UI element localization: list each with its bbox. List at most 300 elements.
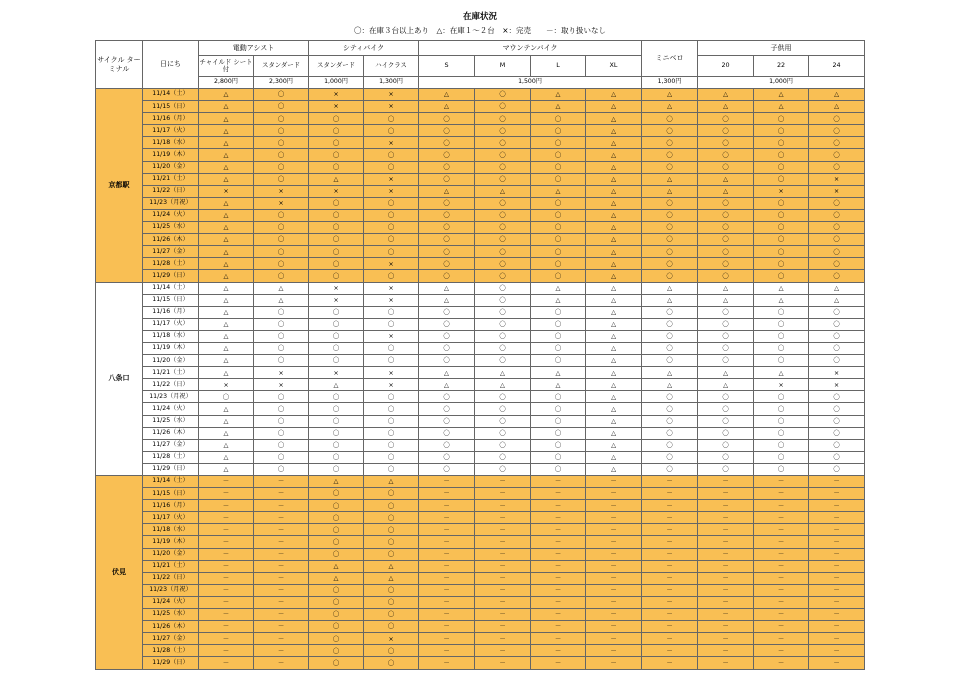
status-cell: 〇	[364, 451, 419, 463]
status-cell: 〇	[809, 149, 865, 161]
status-cell: －	[254, 609, 309, 621]
sub-header: L	[531, 56, 586, 77]
status-cell: －	[698, 584, 754, 596]
status-cell: －	[586, 500, 642, 512]
status-cell: 〇	[809, 451, 865, 463]
status-cell: 〇	[254, 330, 309, 342]
status-cell: △	[419, 101, 475, 113]
status-cell: 〇	[364, 548, 419, 560]
status-cell: △	[199, 342, 254, 354]
status-cell: －	[199, 512, 254, 524]
status-cell: 〇	[698, 391, 754, 403]
status-cell: 〇	[254, 391, 309, 403]
status-cell: 〇	[309, 584, 364, 596]
status-cell: 〇	[531, 342, 586, 354]
status-cell: －	[254, 560, 309, 572]
status-cell: 〇	[254, 258, 309, 270]
status-cell: 〇	[364, 246, 419, 258]
status-cell: ×	[754, 379, 809, 391]
status-cell: △	[199, 451, 254, 463]
table-row	[96, 282, 865, 294]
status-cell: △	[642, 379, 698, 391]
status-cell: －	[642, 488, 698, 500]
table-header	[96, 41, 865, 89]
status-cell: △	[586, 355, 642, 367]
status-cell: 〇	[754, 137, 809, 149]
status-cell: －	[531, 560, 586, 572]
status-cell: △	[754, 89, 809, 101]
status-cell: 〇	[419, 149, 475, 161]
status-cell: △	[586, 234, 642, 246]
status-cell: 〇	[809, 342, 865, 354]
status-cell: 〇	[754, 234, 809, 246]
status-cell: ×	[309, 101, 364, 113]
status-cell: －	[642, 657, 698, 669]
status-cell: －	[475, 488, 531, 500]
status-cell: 〇	[475, 306, 531, 318]
table-row	[96, 222, 865, 234]
status-cell: 〇	[364, 596, 419, 608]
table-row	[96, 621, 865, 633]
status-cell: －	[199, 536, 254, 548]
table-row	[96, 258, 865, 270]
status-cell: △	[698, 89, 754, 101]
status-cell: 〇	[419, 246, 475, 258]
status-cell: －	[531, 524, 586, 536]
status-cell: －	[698, 488, 754, 500]
status-cell: 〇	[698, 137, 754, 149]
status-cell: －	[809, 512, 865, 524]
table-row	[96, 439, 865, 451]
status-cell: 〇	[309, 657, 364, 669]
status-cell: －	[809, 657, 865, 669]
status-cell: △	[199, 89, 254, 101]
status-cell: －	[419, 560, 475, 572]
table-row	[96, 524, 865, 536]
status-cell: 〇	[754, 161, 809, 173]
status-cell: △	[199, 161, 254, 173]
status-cell: 〇	[364, 209, 419, 221]
status-cell: 〇	[698, 234, 754, 246]
status-cell: 〇	[254, 222, 309, 234]
status-cell: －	[809, 609, 865, 621]
status-cell: 〇	[364, 621, 419, 633]
table-row	[96, 367, 865, 379]
status-cell: 〇	[254, 306, 309, 318]
table-row	[96, 342, 865, 354]
status-cell: 〇	[364, 234, 419, 246]
status-cell: 〇	[419, 439, 475, 451]
status-cell: 〇	[809, 463, 865, 475]
status-cell: 〇	[364, 427, 419, 439]
status-cell: 〇	[754, 342, 809, 354]
status-cell: －	[586, 548, 642, 560]
table-row	[96, 330, 865, 342]
status-cell: ×	[364, 173, 419, 185]
status-cell: －	[531, 584, 586, 596]
date-cell: 11/25（水）	[143, 415, 199, 427]
status-cell: 〇	[809, 415, 865, 427]
status-cell: 〇	[642, 427, 698, 439]
status-cell: 〇	[809, 306, 865, 318]
table-row	[96, 137, 865, 149]
table-row	[96, 161, 865, 173]
status-cell: －	[754, 476, 809, 488]
table-row	[96, 403, 865, 415]
status-cell: －	[531, 657, 586, 669]
status-cell: 〇	[754, 270, 809, 282]
table-row	[96, 415, 865, 427]
status-cell: 〇	[754, 258, 809, 270]
status-cell: 〇	[698, 439, 754, 451]
status-cell: △	[531, 379, 586, 391]
status-cell: △	[199, 427, 254, 439]
status-cell: －	[475, 633, 531, 645]
status-cell: 〇	[254, 415, 309, 427]
status-cell: 〇	[642, 306, 698, 318]
status-cell: △	[586, 161, 642, 173]
station-name: 八条口	[96, 282, 143, 476]
status-cell: 〇	[475, 137, 531, 149]
status-cell: 〇	[254, 161, 309, 173]
date-cell: 11/18（水）	[143, 330, 199, 342]
status-cell: －	[809, 476, 865, 488]
status-cell: 〇	[419, 161, 475, 173]
table-row	[96, 355, 865, 367]
table-row	[96, 500, 865, 512]
status-cell: －	[642, 512, 698, 524]
status-cell: 〇	[254, 149, 309, 161]
status-cell: △	[586, 282, 642, 294]
status-cell: －	[698, 536, 754, 548]
status-cell: 〇	[698, 318, 754, 330]
status-cell: －	[642, 596, 698, 608]
status-cell: 〇	[698, 403, 754, 415]
status-cell: －	[642, 633, 698, 645]
status-cell: 〇	[254, 439, 309, 451]
status-cell: △	[475, 367, 531, 379]
status-cell: －	[698, 500, 754, 512]
status-cell: 〇	[419, 318, 475, 330]
status-cell: △	[586, 342, 642, 354]
date-cell: 11/23（月祝）	[143, 197, 199, 209]
status-cell: 〇	[642, 342, 698, 354]
status-cell: 〇	[254, 125, 309, 137]
status-cell: －	[586, 512, 642, 524]
status-cell: －	[419, 548, 475, 560]
status-cell: 〇	[364, 403, 419, 415]
status-cell: △	[586, 427, 642, 439]
status-cell: 〇	[698, 342, 754, 354]
status-cell: 〇	[642, 137, 698, 149]
group-header-e-assist: 電動アシスト	[199, 41, 309, 56]
status-cell: 〇	[475, 173, 531, 185]
price-cell: 1,000円	[309, 77, 364, 89]
sub-header: チャイルド シート付	[199, 56, 254, 77]
status-cell: △	[199, 330, 254, 342]
status-cell: ×	[199, 185, 254, 197]
status-cell: －	[586, 524, 642, 536]
date-cell: 11/20（金）	[143, 548, 199, 560]
status-cell: －	[809, 560, 865, 572]
status-cell: △	[809, 101, 865, 113]
status-cell: 〇	[419, 125, 475, 137]
status-cell: －	[809, 536, 865, 548]
status-cell: 〇	[642, 246, 698, 258]
status-cell: －	[698, 572, 754, 584]
date-header: 日にち	[143, 41, 199, 89]
status-cell: 〇	[754, 173, 809, 185]
status-cell: 〇	[754, 306, 809, 318]
status-cell: ×	[809, 367, 865, 379]
page-title: 在庫状況	[462, 12, 497, 22]
status-cell: －	[586, 584, 642, 596]
status-cell: 〇	[254, 463, 309, 475]
status-cell: －	[754, 584, 809, 596]
status-cell: 〇	[642, 161, 698, 173]
status-cell: 〇	[754, 403, 809, 415]
status-cell: －	[475, 512, 531, 524]
status-cell: ×	[364, 330, 419, 342]
status-cell: －	[698, 560, 754, 572]
status-cell: ×	[364, 89, 419, 101]
status-cell: 〇	[309, 355, 364, 367]
status-cell: －	[642, 500, 698, 512]
status-cell: △	[364, 476, 419, 488]
status-cell: 〇	[309, 621, 364, 633]
status-cell: 〇	[809, 197, 865, 209]
date-cell: 11/28（土）	[143, 451, 199, 463]
status-cell: △	[809, 89, 865, 101]
status-cell: －	[586, 645, 642, 657]
status-cell: －	[754, 633, 809, 645]
status-cell: 〇	[531, 439, 586, 451]
status-cell: △	[586, 403, 642, 415]
date-cell: 11/28（土）	[143, 645, 199, 657]
status-cell: △	[586, 294, 642, 306]
status-cell: －	[809, 621, 865, 633]
status-cell: 〇	[642, 270, 698, 282]
status-cell: －	[586, 488, 642, 500]
status-cell: △	[199, 173, 254, 185]
date-cell: 11/19（木）	[143, 342, 199, 354]
status-cell: 〇	[642, 197, 698, 209]
status-cell: 〇	[475, 89, 531, 101]
status-cell: ×	[364, 367, 419, 379]
status-cell: △	[586, 451, 642, 463]
table-row	[96, 633, 865, 645]
status-cell: 〇	[531, 330, 586, 342]
date-cell: 11/22（日）	[143, 379, 199, 391]
status-cell: 〇	[309, 451, 364, 463]
status-cell: 〇	[809, 403, 865, 415]
date-cell: 11/17（火）	[143, 512, 199, 524]
status-cell: △	[254, 294, 309, 306]
table-row	[96, 560, 865, 572]
status-cell: －	[642, 621, 698, 633]
status-cell: －	[419, 621, 475, 633]
status-cell: 〇	[531, 161, 586, 173]
status-cell: －	[642, 524, 698, 536]
status-cell: △	[309, 476, 364, 488]
status-cell: △	[586, 330, 642, 342]
date-cell: 11/24（火）	[143, 596, 199, 608]
status-cell: 〇	[254, 89, 309, 101]
table-row	[96, 572, 865, 584]
status-cell: －	[475, 536, 531, 548]
status-cell: △	[642, 282, 698, 294]
status-cell: －	[419, 488, 475, 500]
status-cell: 〇	[809, 113, 865, 125]
date-cell: 11/17（火）	[143, 318, 199, 330]
status-cell: －	[254, 548, 309, 560]
status-cell: △	[199, 125, 254, 137]
status-cell: －	[199, 657, 254, 669]
status-cell: 〇	[364, 355, 419, 367]
status-cell: 〇	[475, 270, 531, 282]
status-cell: 〇	[475, 294, 531, 306]
date-cell: 11/18（水）	[143, 137, 199, 149]
status-cell: 〇	[809, 439, 865, 451]
status-cell: 〇	[531, 173, 586, 185]
status-cell: 〇	[364, 125, 419, 137]
table-row	[96, 318, 865, 330]
status-cell: －	[254, 596, 309, 608]
table-row	[96, 197, 865, 209]
status-cell: －	[809, 584, 865, 596]
status-cell: 〇	[475, 246, 531, 258]
sub-header: XL	[586, 56, 642, 77]
status-cell: －	[698, 609, 754, 621]
status-cell: －	[419, 584, 475, 596]
station-name: 京都駅	[96, 89, 143, 283]
group-header-kids: 子供用	[698, 41, 865, 56]
status-cell: ×	[809, 185, 865, 197]
status-cell: －	[531, 645, 586, 657]
date-cell: 11/21（土）	[143, 560, 199, 572]
status-cell: 〇	[809, 391, 865, 403]
status-cell: △	[199, 246, 254, 258]
status-cell: 〇	[254, 403, 309, 415]
status-cell: －	[809, 488, 865, 500]
status-cell: 〇	[309, 149, 364, 161]
group-header-mountain-bike: マウンテンバイク	[419, 41, 642, 56]
status-cell: 〇	[364, 536, 419, 548]
table-row	[96, 391, 865, 403]
date-cell: 11/21（土）	[143, 173, 199, 185]
status-cell: －	[199, 488, 254, 500]
status-cell: 〇	[642, 463, 698, 475]
status-cell: 〇	[698, 113, 754, 125]
status-cell: 〇	[754, 209, 809, 221]
status-cell: 〇	[642, 415, 698, 427]
status-cell: 〇	[698, 161, 754, 173]
status-cell: 〇	[254, 451, 309, 463]
status-cell: －	[586, 572, 642, 584]
status-cell: 〇	[531, 403, 586, 415]
status-cell: 〇	[419, 451, 475, 463]
status-cell: 〇	[309, 427, 364, 439]
status-cell: △	[531, 367, 586, 379]
status-cell: △	[754, 282, 809, 294]
status-cell: △	[586, 209, 642, 221]
status-cell: △	[309, 560, 364, 572]
status-cell: △	[642, 294, 698, 306]
status-cell: －	[809, 548, 865, 560]
date-cell: 11/16（月）	[143, 500, 199, 512]
status-cell: △	[586, 415, 642, 427]
status-cell: 〇	[642, 439, 698, 451]
status-cell: △	[586, 258, 642, 270]
status-cell: 〇	[475, 463, 531, 475]
status-cell: －	[698, 476, 754, 488]
status-cell: △	[199, 234, 254, 246]
status-cell: 〇	[419, 137, 475, 149]
status-cell: ×	[254, 367, 309, 379]
status-cell: 〇	[642, 391, 698, 403]
date-cell: 11/19（木）	[143, 536, 199, 548]
status-cell: 〇	[199, 391, 254, 403]
status-cell: △	[586, 137, 642, 149]
status-cell: △	[199, 294, 254, 306]
status-cell: ×	[364, 633, 419, 645]
status-cell: －	[419, 609, 475, 621]
status-cell: －	[642, 476, 698, 488]
status-cell: 〇	[419, 391, 475, 403]
status-cell: △	[199, 306, 254, 318]
status-cell: －	[475, 596, 531, 608]
status-cell: △	[199, 463, 254, 475]
status-cell: －	[754, 645, 809, 657]
status-cell: △	[586, 270, 642, 282]
table-row	[96, 657, 865, 669]
sub-header: S	[419, 56, 475, 77]
status-cell: 〇	[531, 318, 586, 330]
date-cell: 11/14（土）	[143, 89, 199, 101]
date-cell: 11/17（火）	[143, 125, 199, 137]
status-cell: －	[199, 621, 254, 633]
status-cell: 〇	[309, 633, 364, 645]
status-cell: 〇	[754, 427, 809, 439]
status-cell: △	[531, 282, 586, 294]
status-cell: △	[309, 379, 364, 391]
status-cell: 〇	[531, 427, 586, 439]
status-cell: 〇	[419, 330, 475, 342]
status-cell: 〇	[698, 209, 754, 221]
status-cell: 〇	[419, 427, 475, 439]
date-cell: 11/23（月祝）	[143, 391, 199, 403]
status-cell: －	[586, 633, 642, 645]
status-cell: ×	[364, 294, 419, 306]
status-cell: △	[698, 294, 754, 306]
status-cell: △	[419, 294, 475, 306]
table-row	[96, 609, 865, 621]
status-cell: 〇	[364, 391, 419, 403]
status-cell: 〇	[698, 270, 754, 282]
status-cell: △	[698, 367, 754, 379]
status-cell: 〇	[531, 391, 586, 403]
price-cell: 1,300円	[364, 77, 419, 89]
status-cell: 〇	[809, 330, 865, 342]
table-row	[96, 209, 865, 221]
status-cell: －	[475, 572, 531, 584]
status-cell: 〇	[475, 415, 531, 427]
date-cell: 11/27（金）	[143, 633, 199, 645]
status-cell: 〇	[754, 222, 809, 234]
status-cell: 〇	[531, 451, 586, 463]
status-cell: △	[809, 294, 865, 306]
table-row	[96, 548, 865, 560]
